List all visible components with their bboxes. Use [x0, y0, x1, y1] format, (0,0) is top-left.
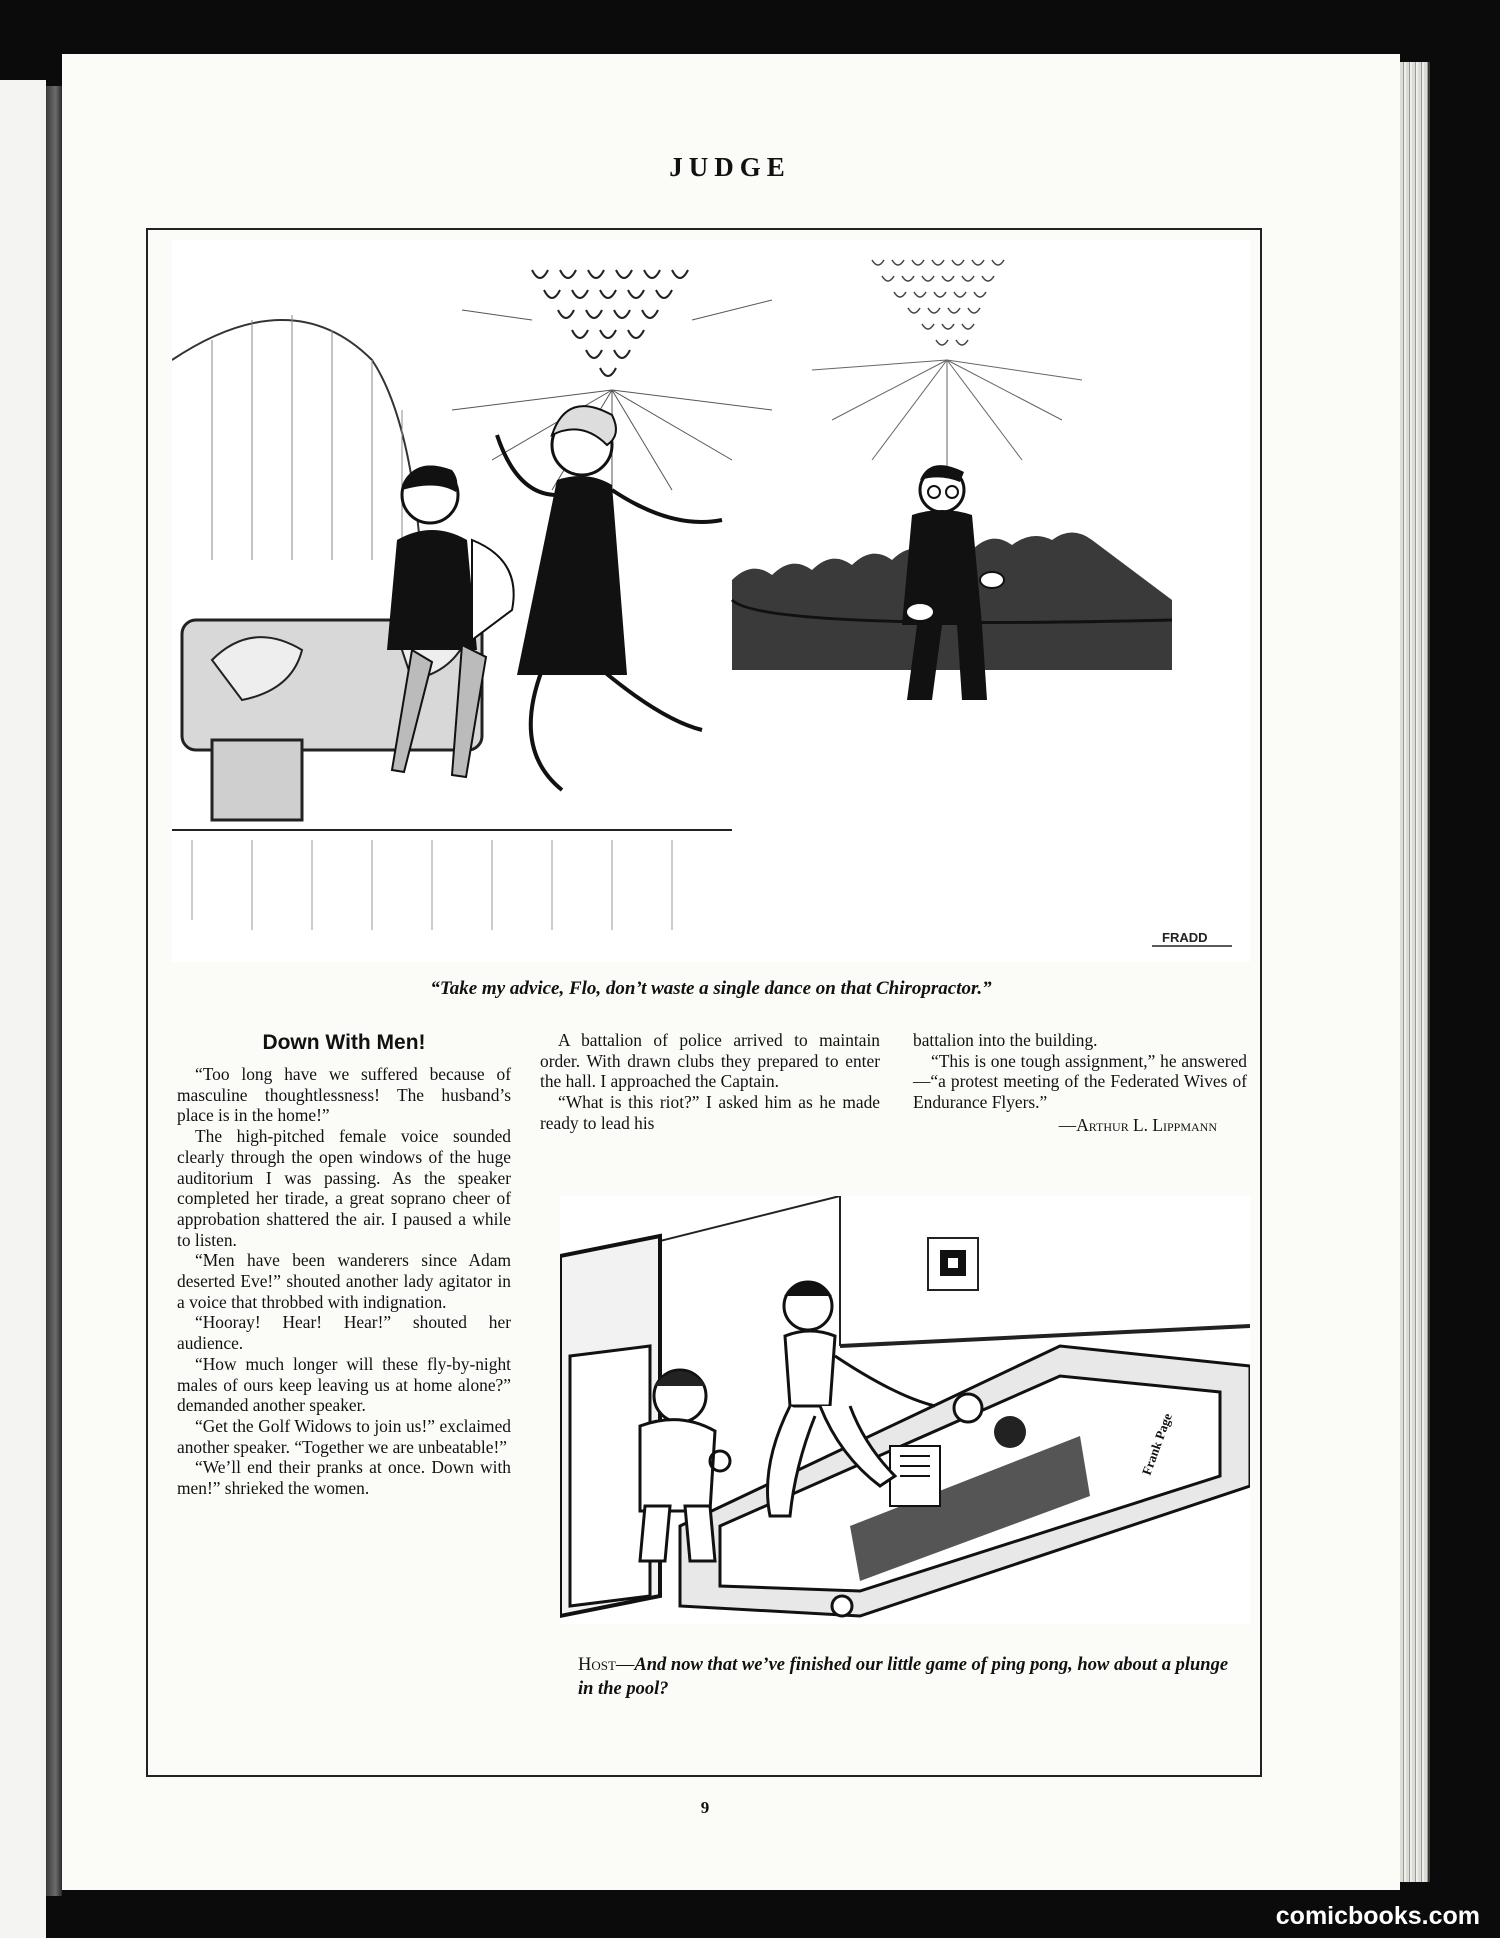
- chandelier-left-icon: [532, 270, 688, 376]
- article-paragraph: “We’ll end their pranks at once. Down with men!” shrieked the women.: [177, 1457, 511, 1499]
- article-paragraph: battalion into the building.: [913, 1030, 1098, 1050]
- caption-speaker: Host—: [578, 1655, 635, 1675]
- page-number: 9: [700, 1798, 710, 1817]
- top-cartoon-signature: FRADD: [1162, 930, 1208, 945]
- article-column-3: [913, 1030, 1247, 1136]
- article-paragraph: “How much longer will these fly-by-night males of ours keep leaving us at home alone?” demanded another speaker.: [177, 1353, 511, 1416]
- book-gutter: [46, 86, 62, 1896]
- article-paragraph: “Hooray! Hear! Hear!” shouted her audience.: [177, 1312, 511, 1354]
- watermark: comicbooks.com: [1275, 1902, 1480, 1930]
- article-paragraph: “Too long have we suffered because of masculine thoughtlessness! The husband’s place is in the home!”: [177, 1064, 511, 1126]
- article-byline: —Arthur L. Lippmann: [1058, 1114, 1217, 1135]
- caption-text: And now that we’ve finished our little game of ping pong, how about a plunge in the pool?: [578, 1655, 1229, 1699]
- bottom-cartoon: [560, 1196, 1250, 1624]
- top-cartoon-caption: “Take my advice, Flo, don’t waste a single dance on that Chiropractor.”: [430, 978, 992, 999]
- wall-picture-icon: [928, 1238, 978, 1290]
- article-column-1: [177, 1030, 511, 1499]
- standing-woman-figure: [497, 406, 722, 790]
- article-paragraph: “This is one tough assignment,” he answered—“a protest meeting of the Federated Wives of Endurance Flyers.”: [913, 1050, 1247, 1113]
- facing-page-edge: [0, 80, 46, 1938]
- bottom-cartoon-caption: [578, 1653, 1238, 1701]
- chandelier-right-icon: [872, 260, 1004, 345]
- article-column-2: [540, 1030, 880, 1134]
- article-paragraph: “Get the Golf Widows to join us!” exclaimed another speaker. “Together we are unbeatable!”: [177, 1415, 511, 1457]
- article-title: Down With Men!: [262, 1031, 426, 1054]
- bottom-cartoon-signature: Frank Page: [1138, 1411, 1175, 1478]
- top-cartoon: [172, 240, 1250, 962]
- article-paragraph: A battalion of police arrived to maintain order. With drawn clubs they prepared to enter the hall. I approached the Captain.: [540, 1030, 880, 1092]
- article-paragraph: The high-pitched female voice sounded clearly through the open windows of the huge auditorium I was passing. As the speaker completed her tirade, a great soprano cheer of approbation shattered the air. I paused a while to listen.: [177, 1126, 511, 1250]
- article-paragraph: “What is this riot?” I asked him as he made ready to lead his: [540, 1092, 880, 1133]
- article-paragraph: “Men have been wanderers since Adam deserted Eve!” shouted another lady agitator in a voice that throbbed with indignation.: [177, 1250, 511, 1312]
- masthead: JUDGE: [669, 152, 791, 182]
